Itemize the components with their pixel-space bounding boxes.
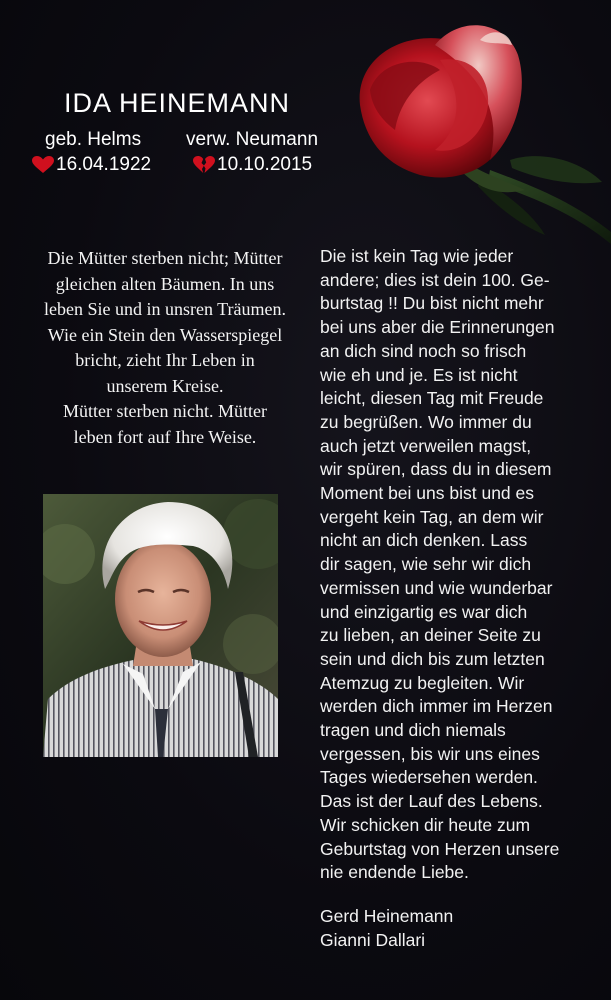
- message-line: Geburtstag von Herzen unsere: [320, 838, 560, 859]
- message-line: werden dich immer im Herzen: [320, 696, 553, 717]
- signatures: [320, 905, 453, 952]
- message-line: bei uns aber die Erinnerungen: [320, 317, 555, 338]
- message-line: nie endende Liebe.: [320, 862, 469, 883]
- message-line: zu begrüßen. Wo immer du: [320, 411, 532, 432]
- rose-image: [340, 0, 611, 250]
- broken-heart-icon: [193, 156, 215, 174]
- message-line: tragen und dich niemals: [320, 720, 506, 741]
- signature-name: Gianni Dallari: [320, 929, 426, 950]
- message-line: andere; dies ist dein 100. Ge-: [320, 269, 550, 290]
- birth-name: geb. Helms: [45, 129, 142, 150]
- message-line: an dich sind noch so frisch: [320, 340, 527, 361]
- message-line: Moment bei uns bist und es: [320, 483, 535, 504]
- message-line: und einzigartig es war dich: [320, 601, 528, 622]
- poem-line: leben Sie und in unsren Träumen.: [44, 299, 286, 319]
- death-date: 10.10.2015: [217, 154, 313, 175]
- birth-date: 16.04.1922: [56, 154, 152, 175]
- poem-line: Wie ein Stein den Wasserspiegel: [47, 324, 283, 345]
- message-line: wie eh und je. Es ist nicht: [320, 364, 518, 385]
- portrait-photo: [43, 494, 278, 757]
- married-name: verw. Neumann: [186, 129, 319, 150]
- deceased-name: IDA HEINEMANN: [64, 88, 291, 118]
- message-line: Atemzug zu begleiten. Wir: [320, 672, 525, 693]
- poem-line: bricht, zieht Ihr Leben in: [75, 350, 255, 370]
- poem-line: Mütter sterben nicht. Mütter: [63, 401, 267, 421]
- message-line: Die ist kein Tag wie jeder: [320, 246, 514, 266]
- message-line: auch jetzt verweilen magst,: [320, 435, 532, 456]
- message-line: burtstag !! Du bist nicht mehr: [320, 293, 544, 314]
- signature-name: Gerd Heinemann: [320, 906, 454, 926]
- message-line: sein und dich bis zum letzten: [320, 648, 545, 669]
- poem-line: unserem Kreise.: [106, 375, 224, 396]
- message-line: leicht, diesen Tag mit Freude: [320, 388, 544, 409]
- message-line: nicht an dich denken. Lass: [320, 530, 528, 551]
- message-line: Das ist der Lauf des Lebens.: [320, 791, 543, 812]
- birthday-message: [320, 245, 605, 885]
- poem-line: leben fort auf Ihre Weise.: [73, 426, 257, 447]
- heart-icon: [32, 156, 54, 174]
- message-line: Tages wiedersehen werden.: [320, 767, 538, 788]
- death-date-row: [193, 154, 312, 176]
- message-line: dir sagen, wie sehr wir dich: [320, 554, 532, 575]
- message-line: vergessen, bis wir uns eines: [320, 743, 540, 764]
- message-line: zu lieben, an deiner Seite zu: [320, 625, 541, 646]
- poem: [26, 246, 304, 450]
- message-line: vermissen und wie wunderbar: [320, 577, 553, 598]
- poem-line: gleichen alten Bäumen. In uns: [55, 273, 275, 294]
- birth-date-row: [32, 154, 151, 176]
- message-line: Wir schicken dir heute zum: [320, 814, 531, 835]
- message-line: wir spüren, dass du in diesem: [320, 459, 552, 480]
- poem-line: Die Mütter sterben nicht; Mütter: [47, 248, 283, 268]
- message-line: vergeht kein Tag, an dem wir: [320, 506, 544, 527]
